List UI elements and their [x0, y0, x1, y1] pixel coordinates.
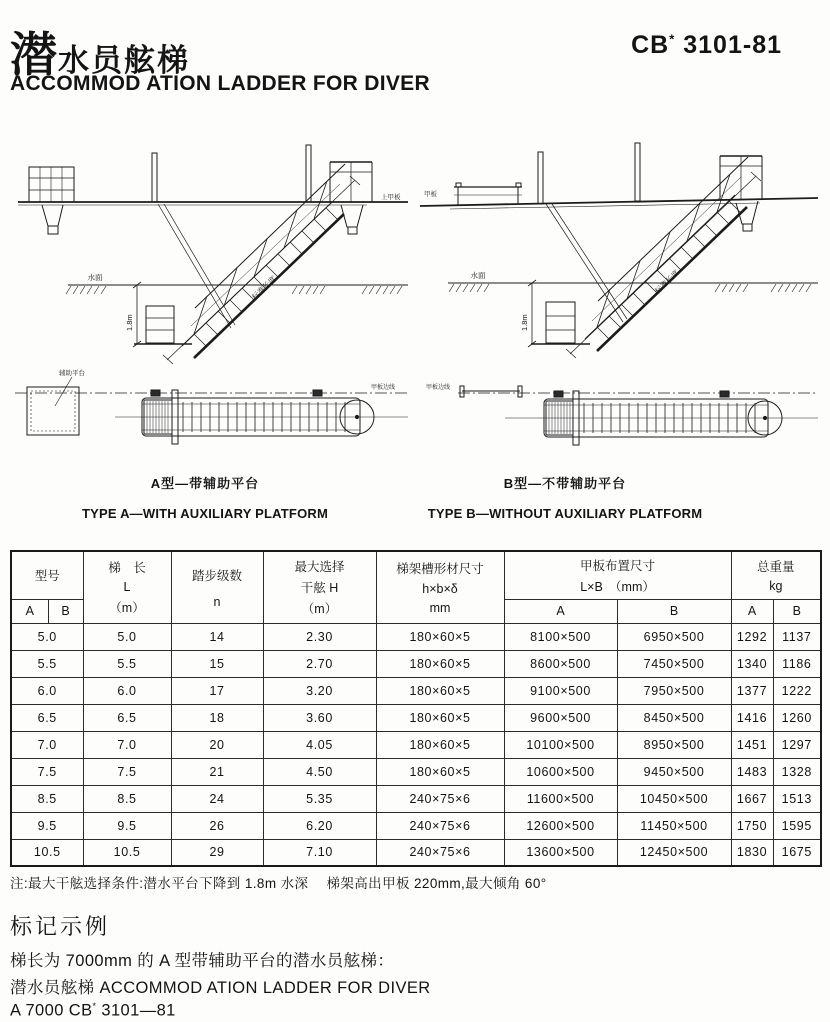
col-header-weight-l1: 总重量 — [757, 560, 795, 575]
cell-deck-b: 8450×500 — [617, 704, 731, 731]
cell-deck-a: 8100×500 — [504, 623, 617, 650]
cell-deck-a: 12600×500 — [504, 812, 617, 839]
cell-weight-a: 1830 — [731, 839, 773, 866]
cell-weight-a: 1340 — [731, 650, 773, 677]
table-row — [11, 623, 821, 650]
deck-line — [18, 202, 408, 205]
caption-type-b-en: TYPE B—WITHOUT AUXILIARY PLATFORM — [427, 506, 703, 521]
marking-line-3-star: * — [92, 1001, 97, 1011]
cell-channel: 180×60×5 — [376, 650, 504, 677]
figure-type-a-drawing — [15, 140, 410, 472]
cell-steps: 15 — [171, 650, 263, 677]
cell-weight-b: 1513 — [773, 785, 821, 812]
mast-posts — [152, 145, 311, 202]
plan-view — [458, 386, 818, 445]
cell-deck-a: 11600×500 — [504, 785, 617, 812]
deck-label-b: 甲板 — [424, 191, 437, 198]
marking-example-heading: 标记示例 — [10, 914, 111, 939]
cell-channel: 180×60×5 — [376, 677, 504, 704]
cell-deck-a: 8600×500 — [504, 650, 617, 677]
marking-line-2: 潜水员舷梯 ACCOMMOD ATION LADDER FOR DIVER — [10, 979, 431, 997]
col-header-steps-l2: n — [213, 594, 221, 609]
col-header-channel-l3: mm — [429, 601, 451, 616]
col-header-freeboard-l1: 最大选择 — [294, 560, 345, 575]
water-surface-label-b: 水面 — [470, 271, 486, 280]
table-row — [11, 785, 821, 812]
cell-weight-a: 1667 — [731, 785, 773, 812]
table-row — [11, 704, 821, 731]
caption-type-a-en: TYPE A—WITH AUXILIARY PLATFORM — [81, 506, 328, 521]
col-header-model-b: B — [48, 599, 83, 623]
col-header-weight-b: B — [773, 599, 821, 623]
cell-length: 10.5 — [83, 839, 171, 866]
cell-freeboard: 4.50 — [263, 758, 376, 785]
cell-freeboard: 2.30 — [263, 623, 376, 650]
cell-deck-b: 11450×500 — [617, 812, 731, 839]
cell-weight-b: 1297 — [773, 731, 821, 758]
cell-channel: 180×60×5 — [376, 704, 504, 731]
cell-deck-a: 9100×500 — [504, 677, 617, 704]
cell-weight-a: 1451 — [731, 731, 773, 758]
caption-type-a-cn: A型—带辅助平台 — [150, 476, 260, 491]
cell-model: 7.0 — [11, 731, 83, 758]
cell-deck-b: 10450×500 — [617, 785, 731, 812]
water-surface-label-a: 水面 — [87, 273, 103, 282]
deck-line — [420, 198, 818, 209]
cell-length: 9.5 — [83, 812, 171, 839]
cell-freeboard: 4.05 — [263, 731, 376, 758]
water-line — [448, 283, 818, 292]
cell-weight-b: 1328 — [773, 758, 821, 785]
cell-weight-b: 1595 — [773, 812, 821, 839]
upper-deck-label-a: 上甲板 — [381, 194, 401, 201]
cell-channel: 180×60×5 — [376, 758, 504, 785]
table-row — [11, 812, 821, 839]
table-row — [11, 677, 821, 704]
col-header-deck-l2: L×B （mm） — [580, 579, 655, 594]
cell-model: 8.5 — [11, 785, 83, 812]
col-header-steps — [171, 551, 263, 623]
cell-model: 6.0 — [11, 677, 83, 704]
cell-freeboard: 3.20 — [263, 677, 376, 704]
cell-deck-b: 8950×500 — [617, 731, 731, 758]
cell-weight-a: 1416 — [731, 704, 773, 731]
table-row — [11, 758, 821, 785]
caption-type-a — [10, 473, 400, 521]
cell-steps: 14 — [171, 623, 263, 650]
col-header-weight — [731, 551, 821, 599]
col-header-deck-b: B — [617, 599, 731, 623]
cell-deck-b: 6950×500 — [617, 623, 731, 650]
cell-weight-a: 1292 — [731, 623, 773, 650]
depth-label-b: 1.8m — [520, 314, 529, 331]
cell-weight-a: 1750 — [731, 812, 773, 839]
col-header-length-l1: 梯 长 — [108, 561, 146, 576]
col-header-steps-l1: 踏步级数 — [192, 568, 243, 583]
deck-platform — [720, 156, 762, 231]
standard-star: * — [669, 31, 676, 47]
ladder-side — [585, 157, 748, 351]
cell-steps: 26 — [171, 812, 263, 839]
caption-type-b — [405, 473, 725, 521]
cell-channel: 180×60×5 — [376, 623, 504, 650]
cell-length: 7.0 — [83, 731, 171, 758]
cell-model: 7.5 — [11, 758, 83, 785]
diving-platform-side — [531, 302, 590, 344]
cell-model: 5.0 — [11, 623, 83, 650]
cell-freeboard: 3.60 — [263, 704, 376, 731]
marking-line-3-prefix: A 7000 CB — [10, 1001, 93, 1020]
table-row — [11, 650, 821, 677]
col-header-freeboard — [263, 551, 376, 623]
cell-deck-a: 13600×500 — [504, 839, 617, 866]
cell-deck-a: 10100×500 — [504, 731, 617, 758]
col-header-model: 型号 — [11, 551, 83, 599]
cell-weight-b: 1222 — [773, 677, 821, 704]
cell-freeboard: 7.10 — [263, 839, 376, 866]
mast-posts — [538, 143, 640, 204]
std-length-label-a: 标准长度 — [250, 274, 278, 302]
cell-deck-b: 9450×500 — [617, 758, 731, 785]
col-header-length-l3: （m） — [109, 601, 145, 616]
table-row — [11, 731, 821, 758]
col-header-length — [83, 551, 171, 623]
cell-length: 5.5 — [83, 650, 171, 677]
col-header-freeboard-l2: 干舷 H — [300, 581, 339, 596]
col-header-deck — [504, 551, 731, 599]
cell-model: 10.5 — [11, 839, 83, 866]
depth-label-a: 1.8m — [125, 314, 134, 331]
col-header-model-a: A — [11, 599, 48, 623]
aux-platform-side — [29, 167, 74, 234]
cell-steps: 20 — [171, 731, 263, 758]
cell-deck-b: 12450×500 — [617, 839, 731, 866]
cell-freeboard: 6.20 — [263, 812, 376, 839]
std-length-label-b: 标准长度 — [653, 268, 681, 296]
stay-wires — [546, 204, 627, 322]
standard-number — [631, 31, 782, 60]
cell-steps: 21 — [171, 758, 263, 785]
figure-type-b-drawing — [420, 140, 820, 472]
cell-channel: 240×75×6 — [376, 812, 504, 839]
deck-edge-label-a: 甲板边线 — [371, 385, 396, 391]
figure-type-b — [420, 140, 820, 472]
col-header-channel-l2: h×b×δ — [422, 582, 458, 597]
page-title-big-char: 潜 — [10, 28, 58, 81]
cell-weight-a: 1483 — [731, 758, 773, 785]
col-header-deck-a: A — [504, 599, 617, 623]
table-note: 注:最大干舷选择条件:潜水平台下降到 1.8m 水深 梯架高出甲板 220mm,最大倾角 60° — [10, 876, 547, 891]
cell-weight-a: 1377 — [731, 677, 773, 704]
marking-line-1: 梯长为 7000mm 的 A 型带辅助平台的潜水员舷梯： — [10, 952, 395, 970]
cell-length: 6.0 — [83, 677, 171, 704]
cell-deck-b: 7450×500 — [617, 650, 731, 677]
cell-steps: 17 — [171, 677, 263, 704]
cell-steps: 24 — [171, 785, 263, 812]
cell-weight-b: 1260 — [773, 704, 821, 731]
aux-platform-plan — [27, 377, 79, 435]
table-row — [11, 839, 821, 866]
col-header-channel — [376, 551, 504, 623]
cell-model: 5.5 — [11, 650, 83, 677]
page-title-rest: 水员舷梯 — [58, 43, 190, 78]
cell-length: 5.0 — [83, 623, 171, 650]
cell-weight-b: 1137 — [773, 623, 821, 650]
col-header-length-l2: L — [123, 580, 131, 595]
standard-code: CB — [631, 31, 670, 59]
cell-deck-b: 7950×500 — [617, 677, 731, 704]
cell-length: 7.5 — [83, 758, 171, 785]
col-header-deck-l1: 甲板布置尺寸 — [580, 558, 656, 573]
col-header-freeboard-l3: （m） — [301, 602, 338, 617]
cell-length: 8.5 — [83, 785, 171, 812]
cell-steps: 29 — [171, 839, 263, 866]
cell-weight-b: 1675 — [773, 839, 821, 866]
depth-dimension — [133, 282, 141, 347]
page-subtitle: ACCOMMOD ATION LADDER FOR DIVER — [10, 72, 430, 95]
stay-wires — [158, 204, 235, 328]
cell-freeboard: 5.35 — [263, 785, 376, 812]
col-header-weight-l2: kg — [769, 579, 783, 594]
ladder-side — [182, 164, 345, 358]
cell-model: 6.5 — [11, 704, 83, 731]
aux-platform-label-a: 辅助平台 — [59, 370, 85, 377]
caption-type-b-cn: B型—不带辅助平台 — [503, 476, 627, 491]
cell-deck-a: 10600×500 — [504, 758, 617, 785]
cell-length: 6.5 — [83, 704, 171, 731]
cell-channel: 240×75×6 — [376, 785, 504, 812]
depth-dimension — [528, 280, 536, 347]
col-header-channel-l1: 梯架槽形材尺寸 — [396, 562, 484, 577]
diving-platform-side — [134, 306, 192, 344]
cell-weight-b: 1186 — [773, 650, 821, 677]
deck-edge-label-b: 甲板边线 — [426, 385, 451, 391]
spec-table — [10, 550, 822, 867]
marking-line-3 — [10, 1001, 176, 1021]
col-header-weight-a: A — [731, 599, 773, 623]
plan-view — [15, 377, 408, 444]
cell-model: 9.5 — [11, 812, 83, 839]
cell-freeboard: 2.70 — [263, 650, 376, 677]
cell-deck-a: 9600×500 — [504, 704, 617, 731]
standard-num: 3101-81 — [683, 31, 782, 59]
marking-line-3-num: 3101—81 — [101, 1001, 176, 1020]
cell-channel: 180×60×5 — [376, 731, 504, 758]
length-dimension — [163, 176, 360, 364]
deck-railing-side — [454, 183, 522, 205]
deck-railing-plan — [460, 386, 522, 397]
cell-steps: 18 — [171, 704, 263, 731]
cell-channel: 240×75×6 — [376, 839, 504, 866]
figure-type-a — [15, 140, 410, 472]
